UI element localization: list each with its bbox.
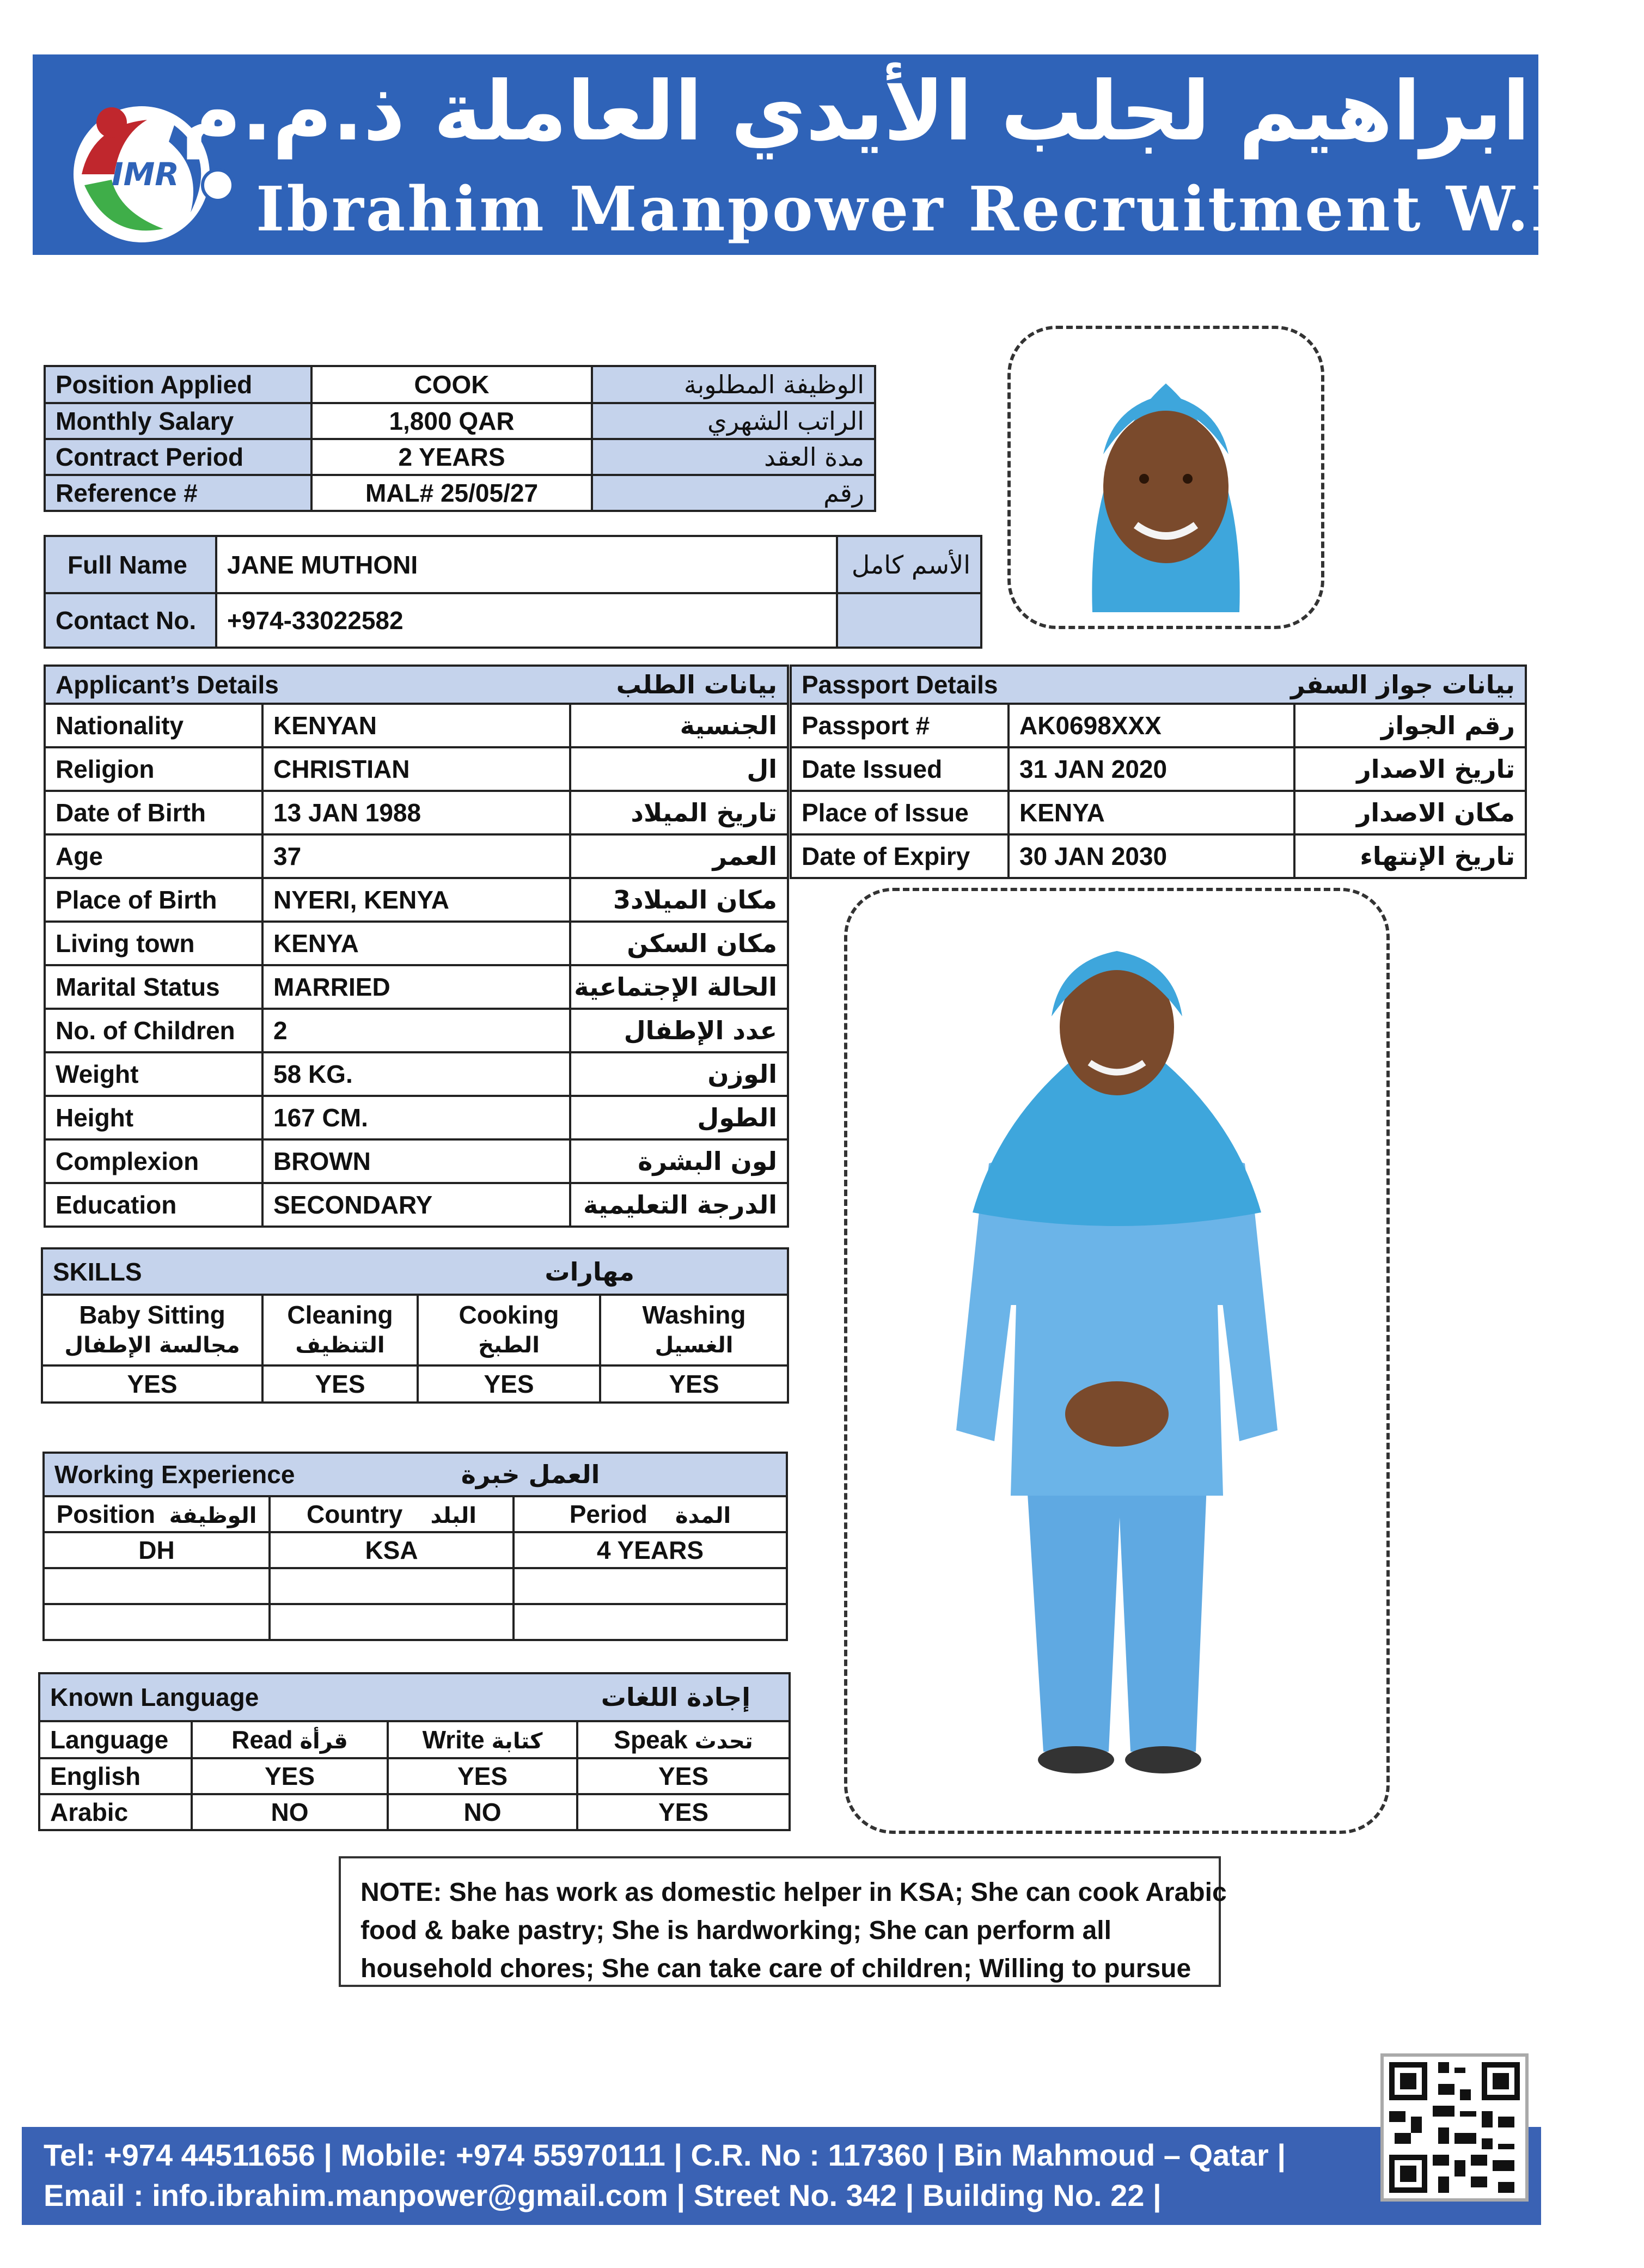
col-country: [270, 1496, 514, 1532]
note-box: [339, 1856, 1227, 1987]
passport-field-value: 30 JAN 2030: [1009, 834, 1294, 878]
note-line: household chores; She can take care of children; Willing to pursue: [360, 1954, 1191, 1983]
skill-name: Washing: [642, 1301, 746, 1329]
col-write-ar: كتابة: [491, 1729, 543, 1754]
logo-text: IMR: [112, 156, 179, 193]
applicant-field-label-ar: لون البشرة: [570, 1139, 788, 1183]
contact-blank-cell: [837, 593, 981, 648]
table-row: [45, 439, 875, 475]
table-row: [791, 747, 1526, 791]
contract-label: Contract Period: [45, 439, 311, 475]
identity-table: [44, 535, 982, 649]
experience-country: [270, 1568, 514, 1604]
applicant-field-label: Marital Status: [45, 965, 262, 1009]
skill-cleaning: [262, 1295, 418, 1365]
table-header: [791, 666, 1526, 704]
col-write: [388, 1721, 577, 1758]
skill-value: YES: [42, 1365, 262, 1403]
col-speak-en: Speak: [614, 1726, 688, 1754]
skill-value: YES: [262, 1365, 418, 1403]
footer-address-line: Email : info.ibrahim.manpower@gmail.com | Street No. 342 | Building No. 22 |: [44, 2178, 1162, 2212]
table-row: [45, 1183, 788, 1227]
footer-contact-line: Tel: +974 44511656 | Mobile: +974 55970111 | C.R. No : 117360 | Bin Mahmoud – Qatar |: [44, 2138, 1286, 2172]
col-write-en: Write: [422, 1726, 485, 1754]
passport-field-label: Place of Issue: [791, 791, 1009, 834]
reference-label: Reference #: [45, 475, 311, 511]
applicant-field-label: Education: [45, 1183, 262, 1227]
full-name-value: JANE MUTHONI: [216, 536, 837, 593]
note-line: NOTE: She has work as domestic helper in KSA; She can cook Arabic: [360, 1878, 1227, 1907]
col-read-en: Read: [231, 1726, 293, 1754]
table-row: [45, 834, 788, 878]
passport-field-label: Date of Expiry: [791, 834, 1009, 878]
table-row: [39, 1794, 790, 1830]
passport-field-value: KENYA: [1009, 791, 1294, 834]
language-speak: YES: [577, 1758, 790, 1794]
passport-field-label-ar: رقم الجواز: [1294, 704, 1526, 747]
passport-field-label-ar: مكان الاصدار: [1294, 791, 1526, 834]
reference-value: MAL# 25/05/27: [311, 475, 592, 511]
table-row: [39, 1721, 790, 1758]
passport-field-label-ar: تاريخ الاصدار: [1294, 747, 1526, 791]
applicant-field-value: 13 JAN 1988: [262, 791, 570, 834]
col-speak: [577, 1721, 790, 1758]
language-write: NO: [388, 1794, 577, 1830]
position-label-ar: الوظيفة المطلوبة: [592, 366, 875, 403]
table-header: [44, 1453, 787, 1496]
applicant-field-label-ar: الجنسية: [570, 704, 788, 747]
experience-title: [44, 1453, 600, 1496]
language-title-ar: إجادة اللغات: [388, 1673, 790, 1721]
skill-name-ar: مجالسة الإطفال: [64, 1333, 240, 1358]
contact-label: Contact No.: [45, 593, 216, 648]
full-body-photo: [844, 888, 1390, 1834]
experience-position: [44, 1604, 270, 1640]
salary-value: 1,800 QAR: [311, 403, 592, 439]
applicant-details-title: Applicant’s Details: [45, 666, 570, 704]
skill-name: Baby Sitting: [79, 1301, 225, 1329]
table-row: [44, 1568, 787, 1604]
skill-cooking: [418, 1295, 600, 1365]
table-row: [45, 403, 875, 439]
skill-baby-sitting: [42, 1295, 262, 1365]
table-row: [44, 1604, 787, 1640]
passport-field-value: 31 JAN 2020: [1009, 747, 1294, 791]
table-row: [44, 1532, 787, 1568]
col-language: Language: [39, 1721, 192, 1758]
skill-name: Cleaning: [287, 1301, 393, 1329]
language-name: English: [39, 1758, 192, 1794]
table-header: [39, 1673, 790, 1721]
company-title-english: Ibrahim Manpower Recruitment W.L.L: [256, 174, 1644, 245]
col-country-ar: البلد: [430, 1503, 476, 1528]
experience-period: 4 YEARS: [514, 1532, 787, 1568]
passport-details-title-ar: بيانات جواز السفر: [1294, 666, 1526, 704]
table-row: [45, 1096, 788, 1139]
salary-label-ar: الراتب الشهري: [592, 403, 875, 439]
applicant-field-value: 37: [262, 834, 570, 878]
working-experience-table: [42, 1452, 788, 1641]
full-name-label: Full Name: [45, 536, 216, 593]
table-row: [44, 1496, 787, 1532]
applicant-field-value: KENYA: [262, 922, 570, 965]
skill-name-ar: التنظيف: [295, 1333, 385, 1358]
col-period: [514, 1496, 787, 1532]
applicant-field-label-ar: مكان السكن: [570, 922, 788, 965]
passport-field-label: Passport #: [791, 704, 1009, 747]
table-header: [42, 1248, 788, 1295]
applicant-field-label-ar: العمر: [570, 834, 788, 878]
position-label: Position Applied: [45, 366, 311, 403]
table-row: [45, 1009, 788, 1052]
table-row: [45, 878, 788, 922]
applicant-field-label: Place of Birth: [45, 878, 262, 922]
table-row: [45, 704, 788, 747]
experience-period: [514, 1568, 787, 1604]
language-read: YES: [192, 1758, 388, 1794]
table-row: [42, 1295, 788, 1365]
experience-country: KSA: [270, 1532, 514, 1568]
table-row: [42, 1365, 788, 1403]
col-period-en: Period: [569, 1500, 647, 1528]
applicant-field-label: No. of Children: [45, 1009, 262, 1052]
table-row: [45, 747, 788, 791]
applicant-field-value: CHRISTIAN: [262, 747, 570, 791]
applicant-field-value: 2: [262, 1009, 570, 1052]
table-row: [45, 536, 981, 593]
experience-period: [514, 1604, 787, 1640]
table-row: [45, 366, 875, 403]
skill-value: YES: [418, 1365, 600, 1403]
experience-title-en: Working Experience: [54, 1460, 295, 1489]
job-info-table: [44, 365, 876, 512]
applicant-field-label-ar: الطول: [570, 1096, 788, 1139]
skill-value: YES: [600, 1365, 788, 1403]
table-row: [791, 704, 1526, 747]
applicant-field-value: 167 CM.: [262, 1096, 570, 1139]
applicant-field-value: SECONDARY: [262, 1183, 570, 1227]
language-speak: YES: [577, 1794, 790, 1830]
applicant-field-label-ar: مكان الميلاد3: [570, 878, 788, 922]
applicant-field-value: BROWN: [262, 1139, 570, 1183]
passport-field-value: AK0698XXX: [1009, 704, 1294, 747]
applicant-field-label-ar: الحالة الإجتماعية: [570, 965, 788, 1009]
table-row: [39, 1758, 790, 1794]
applicant-field-label: Date of Birth: [45, 791, 262, 834]
applicant-field-label-ar: تاريخ الميلاد: [570, 791, 788, 834]
passport-field-label: Date Issued: [791, 747, 1009, 791]
col-position-en: Position: [56, 1500, 156, 1528]
applicant-field-value: NYERI, KENYA: [262, 878, 570, 922]
applicant-field-label: Religion: [45, 747, 262, 791]
applicant-details-table: [44, 664, 789, 1228]
experience-title-ar: العمل خبرة: [461, 1460, 600, 1489]
company-title-arabic: ابراهيم لجلب الأيدي العاملة ذ.م.م: [181, 64, 1530, 159]
col-read-ar: قرأة: [300, 1729, 348, 1754]
applicant-field-label: Age: [45, 834, 262, 878]
applicant-field-value: KENYAN: [262, 704, 570, 747]
table-row: [45, 1052, 788, 1096]
applicant-field-label-ar: ال: [570, 747, 788, 791]
skill-washing: [600, 1295, 788, 1365]
contract-value: 2 YEARS: [311, 439, 592, 475]
col-period-ar: المدة: [675, 1503, 731, 1528]
applicant-field-label: Height: [45, 1096, 262, 1139]
reference-label-ar: رقم: [592, 475, 875, 511]
contact-value: +974-33022582: [216, 593, 837, 648]
applicant-field-label: Complexion: [45, 1139, 262, 1183]
passport-details-title: Passport Details: [791, 666, 1294, 704]
portrait-photo: [1007, 326, 1324, 629]
table-row: [45, 922, 788, 965]
applicant-field-label: Living town: [45, 922, 262, 965]
qr-code: [1380, 2053, 1529, 2202]
applicant-field-value: 58 KG.: [262, 1052, 570, 1096]
known-language-table: [38, 1672, 791, 1831]
language-name: Arabic: [39, 1794, 192, 1830]
table-row: [45, 475, 875, 511]
skill-name-ar: الغسيل: [655, 1333, 734, 1358]
applicant-field-label: Nationality: [45, 704, 262, 747]
table-row: [45, 791, 788, 834]
table-row: [791, 834, 1526, 878]
applicant-details-title-ar: بيانات الطلب: [570, 666, 788, 704]
applicant-field-value: MARRIED: [262, 965, 570, 1009]
experience-position: [44, 1568, 270, 1604]
table-row: [45, 593, 981, 648]
applicant-field-label-ar: عدد الإطفال: [570, 1009, 788, 1052]
skills-title-ar: مهارات: [418, 1248, 788, 1295]
col-position: [44, 1496, 270, 1532]
skill-name-ar: الطبخ: [478, 1333, 540, 1358]
salary-label: Monthly Salary: [45, 403, 311, 439]
position-value: COOK: [311, 366, 592, 403]
applicant-field-label-ar: الوزن: [570, 1052, 788, 1096]
col-country-en: Country: [307, 1500, 403, 1528]
col-position-ar: الوظيفة: [169, 1503, 257, 1528]
col-read: [192, 1721, 388, 1758]
applicant-field-label: Weight: [45, 1052, 262, 1096]
table-row: [45, 965, 788, 1009]
table-row: [791, 791, 1526, 834]
applicant-field-label-ar: الدرجة التعليمية: [570, 1183, 788, 1227]
full-name-label-ar: الأسم كامل: [837, 536, 981, 593]
language-title: Known Language: [39, 1673, 388, 1721]
skill-name: Cooking: [459, 1301, 559, 1329]
experience-position: DH: [44, 1532, 270, 1568]
skills-table: [41, 1247, 789, 1404]
experience-country: [270, 1604, 514, 1640]
skills-title: SKILLS: [42, 1248, 418, 1295]
passport-field-label-ar: تاريخ الإنتهاء: [1294, 834, 1526, 878]
table-row: [45, 1139, 788, 1183]
col-speak-ar: تحدث: [694, 1729, 753, 1754]
contract-label-ar: مدة العقد: [592, 439, 875, 475]
table-header: [45, 666, 788, 704]
language-write: YES: [388, 1758, 577, 1794]
language-read: NO: [192, 1794, 388, 1830]
passport-details-table: [790, 664, 1527, 879]
note-line: food & bake pastry; She is hardworking; She can perform all: [360, 1916, 1111, 1945]
